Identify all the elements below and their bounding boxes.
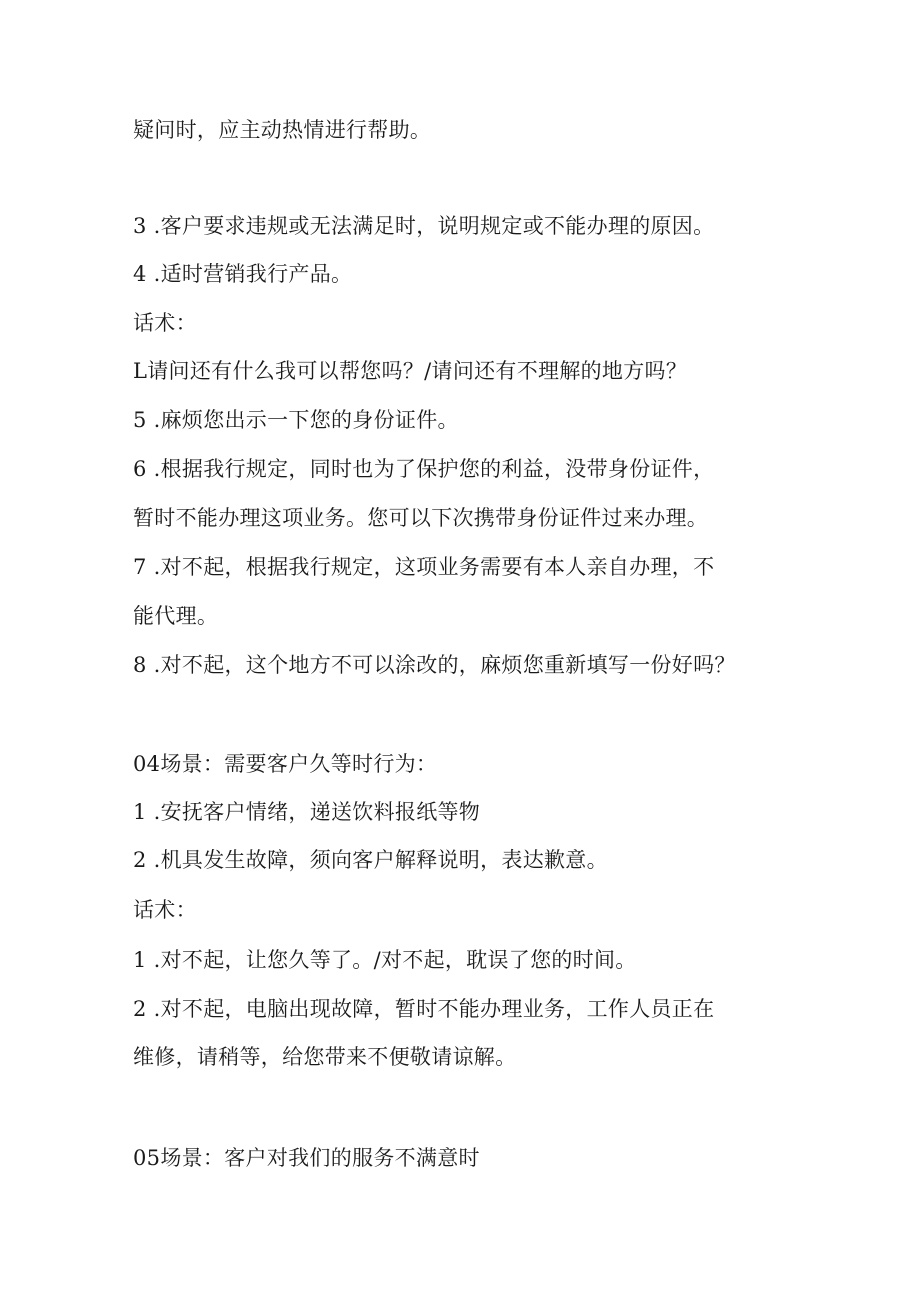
- paragraph-line: 8 .对不起，这个地方不可以涂改的，麻烦您重新填写一份好吗？: [133, 653, 736, 677]
- paragraph-line: 6 .根据我行规定，同时也为了保护您的利益，没带身份证件，: [133, 457, 715, 481]
- paragraph-line: 7 .对不起，根据我行规定，这项业务需要有本人亲自办理，不: [133, 555, 715, 579]
- paragraph-line: 5 .麻烦您出示一下您的身份证件。: [133, 408, 459, 432]
- section-label: 话术：: [133, 311, 197, 335]
- scene-heading: 05场景：客户对我们的服务不满意时: [133, 1146, 480, 1170]
- scene-heading: 04场景：需要客户久等时行为：: [133, 752, 438, 776]
- section-label: 话术：: [133, 898, 197, 922]
- paragraph-line: 能代理。: [133, 604, 219, 628]
- paragraph-line: 维修，请稍等，给您带来不便敬请谅解。: [133, 1045, 517, 1069]
- paragraph-line: 1 .对不起，让您久等了。/对不起，耽误了您的时间。: [133, 948, 637, 972]
- paragraph-line: L请问还有什么我可以帮您吗？/请问还有不理解的地方吗？: [133, 359, 688, 383]
- paragraph-line: 2 .机具发生故障，须向客户解释说明，表达歉意。: [133, 848, 608, 872]
- paragraph-line: 暂时不能办理这项业务。您可以下次携带身份证件过来办理。: [133, 506, 709, 530]
- paragraph-line: 疑问时，应主动热情进行帮助。: [133, 118, 432, 142]
- paragraph-line: 3 .客户要求违规或无法满足时，说明规定或不能办理的原因。: [133, 214, 715, 238]
- paragraph-line: 1 .安抚客户情绪，递送饮料报纸等物: [133, 800, 481, 824]
- paragraph-line: 4 .适时营销我行产品。: [133, 262, 353, 286]
- paragraph-line: 2 .对不起，电脑出现故障，暂时不能办理业务，工作人员正在: [133, 997, 715, 1021]
